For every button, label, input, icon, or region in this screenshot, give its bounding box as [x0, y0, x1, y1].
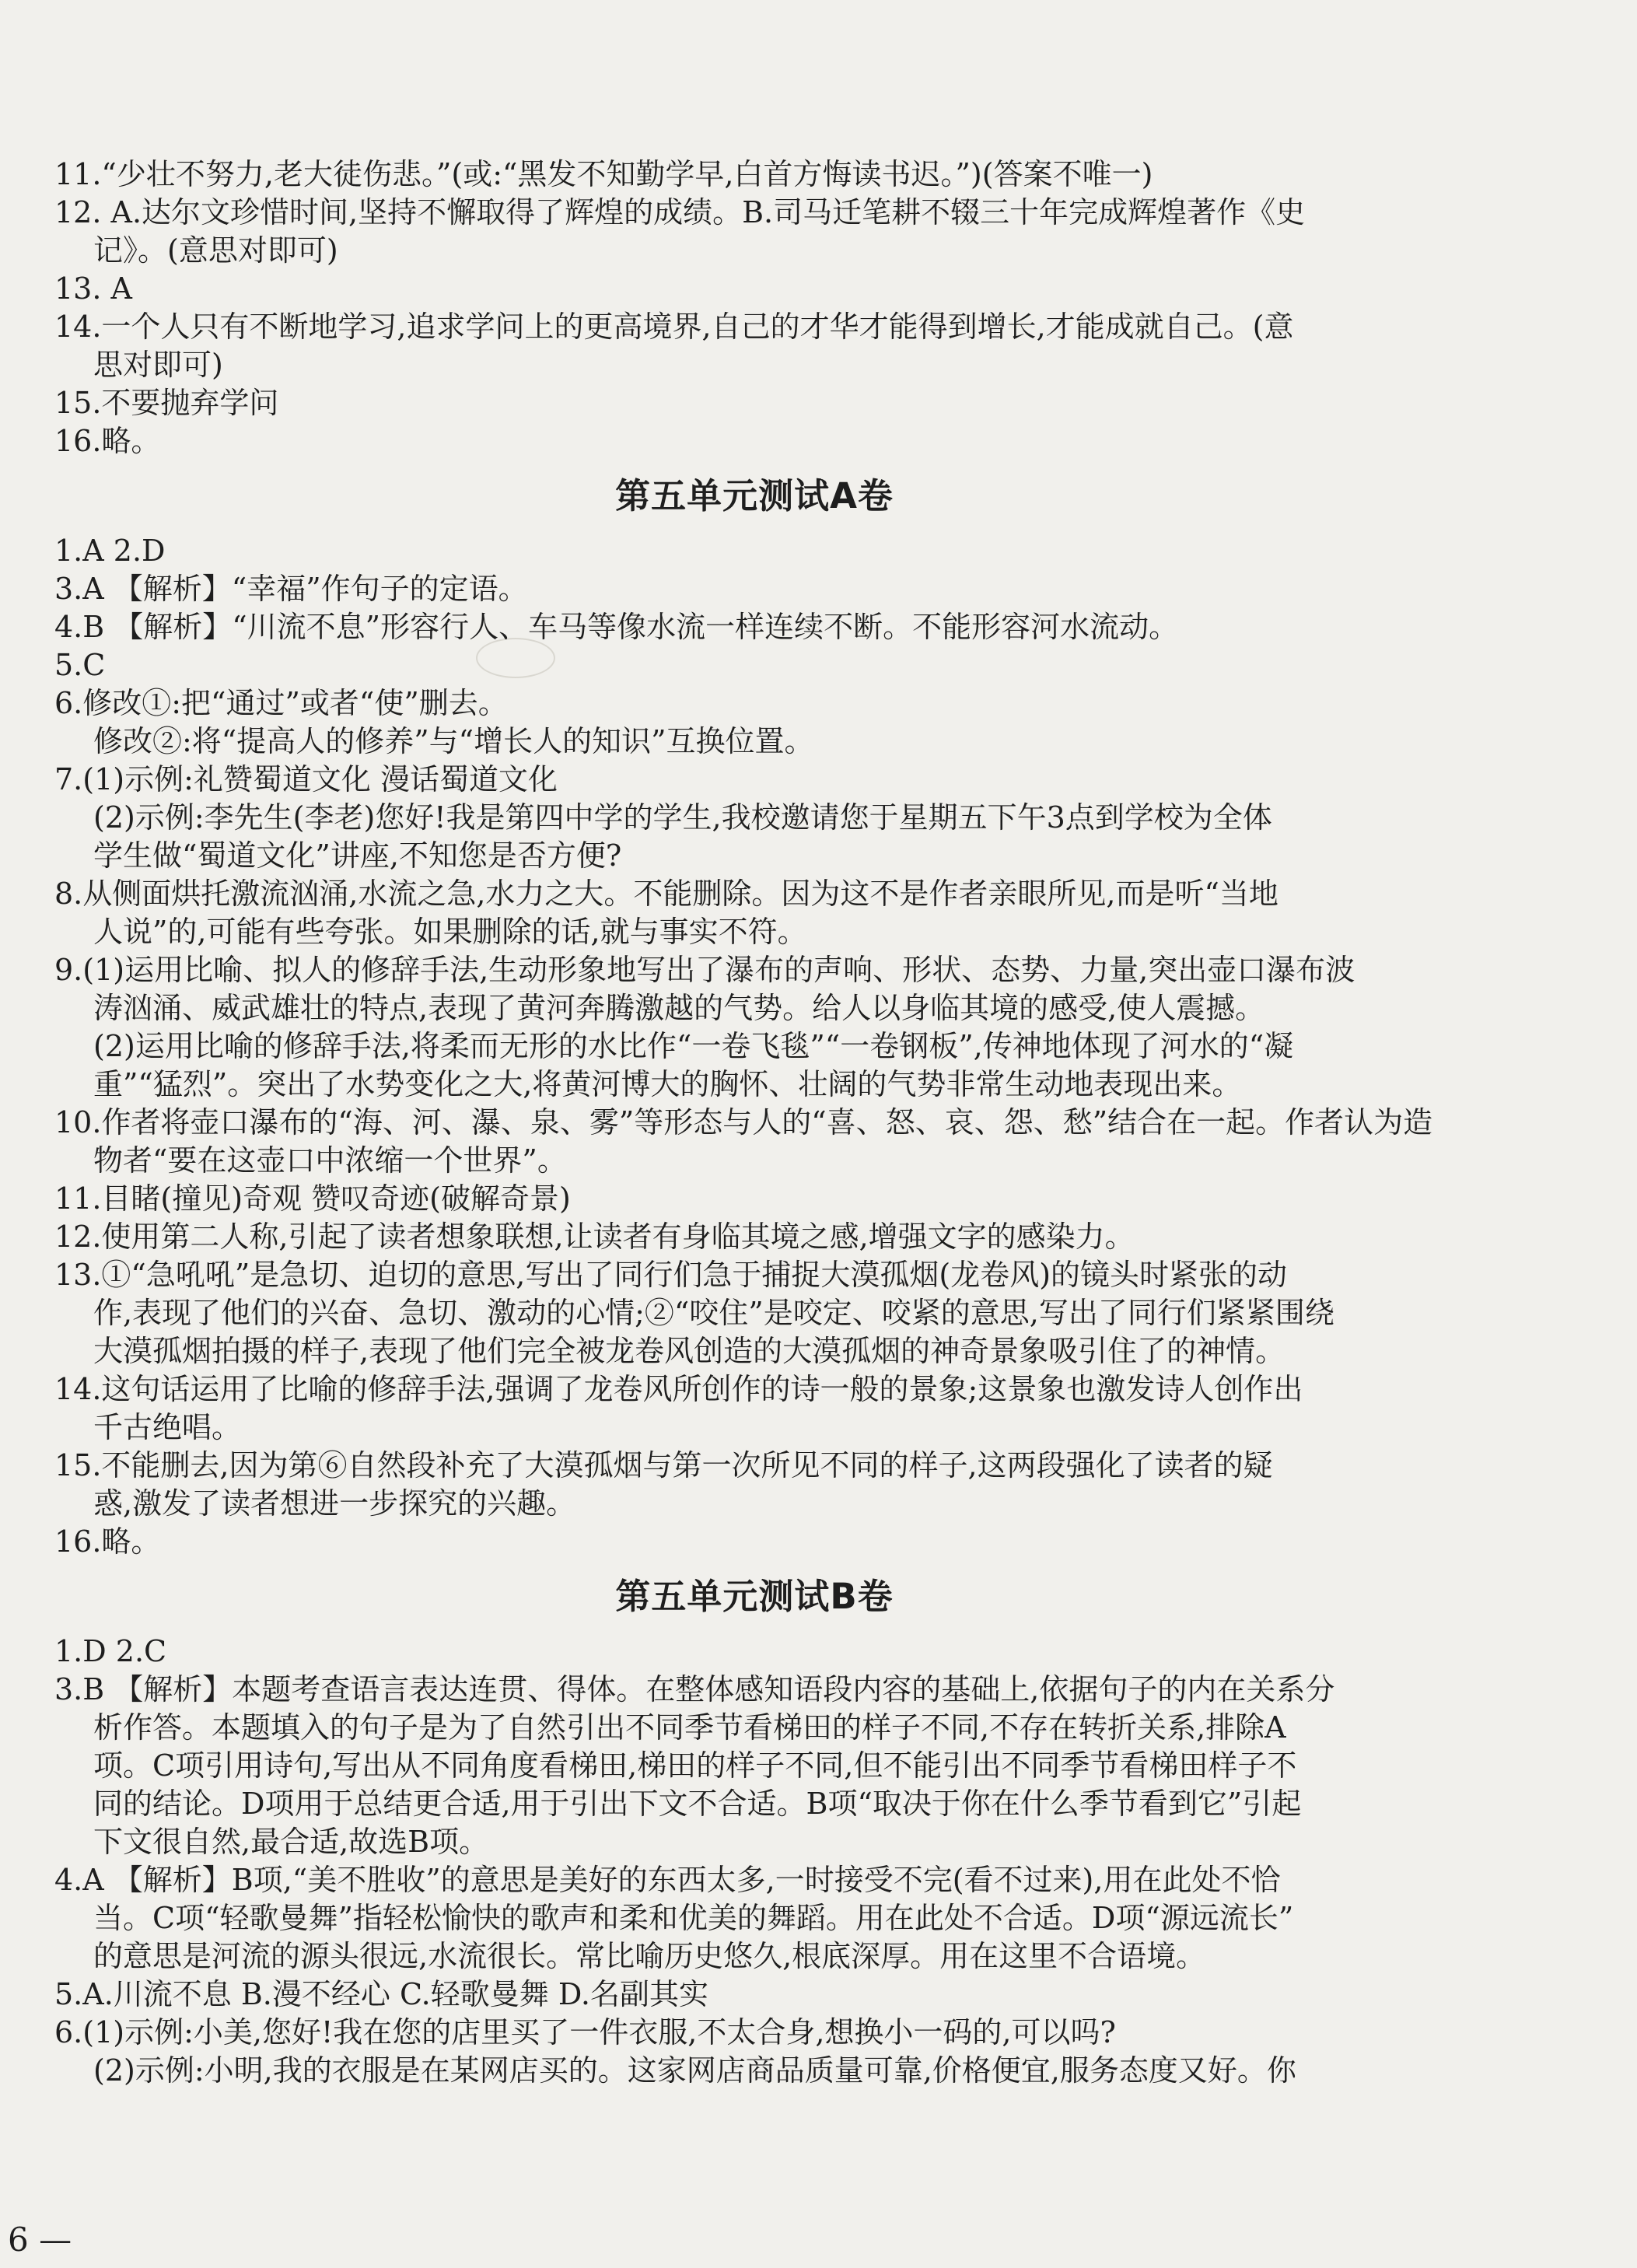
answer-line: 1.A 2.D [54, 534, 166, 568]
answer-line: 9.(1)运用比喻、拟人的修辞手法,生动形象地写出了瀑布的声响、形状、态势、力量,突出壶口瀑布波 [54, 953, 1355, 987]
answer-line: 13.①“急吼吼”是急切、迫切的意思,写出了同行们急于捕捉大漠孤烟(龙卷风)的镜头时紧张的动 [54, 1258, 1288, 1292]
answer-line: 作,表现了他们的兴奋、急切、激动的心情;②“咬住”是咬定、咬紧的意思,写出了同行们紧紧围绕 [93, 1296, 1334, 1330]
answer-line: (2)示例:小明,我的衣服是在某网店买的。这家网店商品质量可靠,价格便宜,服务态度又好。你 [93, 2053, 1296, 2088]
answer-line: 3.B 【解析】本题考查语言表达连贯、得体。在整体感知语段内容的基础上,依据句子的内在关系分 [54, 1672, 1335, 1706]
answer-line: 3.A 【解析】“幸福”作句子的定语。 [54, 572, 528, 606]
answer-line: 6.修改①:把“通过”或者“使”删去。 [54, 686, 508, 720]
answer-line: 当。C项“轻歌曼舞”指轻松愉快的歌声和柔和优美的舞蹈。用在此处不合适。D项“源远流长” [93, 1901, 1294, 1935]
answer-line: 16.略。 [54, 424, 161, 458]
answer-line: 惑,激发了读者想进一步探究的兴趣。 [93, 1486, 576, 1521]
answer-line: 12.使用第二人称,引起了读者想象联想,让读者有身临其境之感,增强文字的感染力。 [54, 1220, 1135, 1254]
answer-line: 物者“要在这壶口中浓缩一个世界”。 [93, 1143, 567, 1178]
section-title-a: 第五单元测试A卷 [615, 475, 894, 516]
answer-line: 5.A.川流不息 B.漫不经心 C.轻歌曼舞 D.名副其实 [54, 1977, 709, 2011]
answer-line: 15.不能删去,因为第⑥自然段补充了大漠孤烟与第一次所见不同的样子,这两段强化了读者的疑 [54, 1448, 1273, 1482]
answer-line: 4.B 【解析】“川流不息”形容行人、车马等像水流一样连续不断。不能形容河水流动。 [54, 610, 1179, 644]
answer-line: 14.一个人只有不断地学习,追求学问上的更高境界,自己的才华才能得到增长,才能成就自己。(意 [54, 310, 1294, 344]
answer-line: 思对即可) [93, 348, 223, 382]
answer-content [54, 156, 1454, 2090]
section-title-b: 第五单元测试B卷 [615, 1576, 894, 1617]
answer-line: 下文很自然,最合适,故选B项。 [93, 1825, 489, 1859]
answer-line: 6.(1)示例:小美,您好!我在您的店里买了一件衣服,不太合身,想换小一码的,可以吗? [54, 2015, 1116, 2049]
answers-section-a [54, 532, 1454, 1561]
answer-line: 5.C [54, 648, 106, 682]
answers-previous-section [54, 156, 1454, 460]
answer-line: 重”“猛烈”。突出了水势变化之大,将黄河博大的胸怀、壮阔的气势非常生动地表现出来。 [93, 1067, 1242, 1101]
answer-line: 12. A.达尔文珍惜时间,坚持不懈取得了辉煌的成绩。B.司马迁笔耕不辍三十年完成辉煌著作《史 [54, 195, 1306, 229]
answer-line: 记》。(意思对即可) [93, 233, 338, 268]
answer-line: (2)运用比喻的修辞手法,将柔而无形的水比作“一卷飞毯”“一卷钢板”,传神地体现了河水的“凝 [93, 1029, 1294, 1063]
answer-line: 项。C项引用诗句,写出从不同角度看梯田,梯田的样子不同,但不能引出不同季节看梯田样子不 [93, 1748, 1297, 1783]
answer-line: 千古绝唱。 [93, 1410, 242, 1444]
answer-line: 13. A [54, 271, 132, 306]
answer-line: 11.“少壮不努力,老大徒伤悲。”(或:“黑发不知勤学早,白首方悔读书迟。”)(答案不唯一) [54, 157, 1153, 191]
answer-line: 1.D 2.C [54, 1634, 167, 1668]
answer-line: 人说”的,可能有些夸张。如果删除的话,就与事实不符。 [93, 915, 807, 949]
answer-line: 修改②:将“提高人的修养”与“增长人的知识”互换位置。 [93, 724, 814, 758]
answer-line: 涛汹涌、威武雄壮的特点,表现了黄河奔腾激越的气势。给人以身临其境的感受,使人震撼。 [93, 991, 1265, 1025]
answer-line: 的意思是河流的源头很远,水流很长。常比喻历史悠久,根底深厚。用在这里不合语境。 [93, 1939, 1206, 1973]
answer-line: 析作答。本题填入的句子是为了自然引出不同季节看梯田的样子不同,不存在转折关系,排除A [93, 1710, 1286, 1745]
answer-line: 10.作者将壶口瀑布的“海、河、瀑、泉、雾”等形态与人的“喜、怒、哀、怨、愁”结合在一起。作者认为造 [54, 1105, 1433, 1139]
answer-line: 学生做“蜀道文化”讲座,不知您是否方便? [93, 838, 622, 873]
answer-line: 16.略。 [54, 1524, 161, 1559]
answer-line: 14.这句话运用了比喻的修辞手法,强调了龙卷风所创作的诗一般的景象;这景象也激发诗人创作出 [54, 1372, 1303, 1406]
answers-section-b [54, 1633, 1454, 2090]
answer-line: 15.不要抛弃学问 [54, 386, 279, 420]
answer-line: 8.从侧面烘托激流汹涌,水流之急,水力之大。不能删除。因为这不是作者亲眼所见,而是听“当地 [54, 877, 1278, 911]
page-number: 6 — [8, 2221, 72, 2259]
answer-line: 大漠孤烟拍摄的样子,表现了他们完全被龙卷风创造的大漠孤烟的神奇景象吸引住了的神情。 [93, 1334, 1285, 1368]
answer-line: 7.(1)示例:礼赞蜀道文化 漫话蜀道文化 [54, 762, 558, 796]
answer-line: 4.A 【解析】B项,“美不胜收”的意思是美好的东西太多,一时接受不完(看不过来),用在此处不恰 [54, 1863, 1281, 1897]
answer-line: (2)示例:李先生(李老)您好!我是第四中学的学生,我校邀请您于星期五下午3点到学校为全体 [93, 800, 1272, 835]
answer-line: 11.目睹(撞见)奇观 赞叹奇迹(破解奇景) [54, 1181, 571, 1216]
answer-line: 同的结论。D项用于总结更合适,用于引出下文不合适。B项“取决于你在什么季节看到它”引起 [93, 1787, 1302, 1821]
